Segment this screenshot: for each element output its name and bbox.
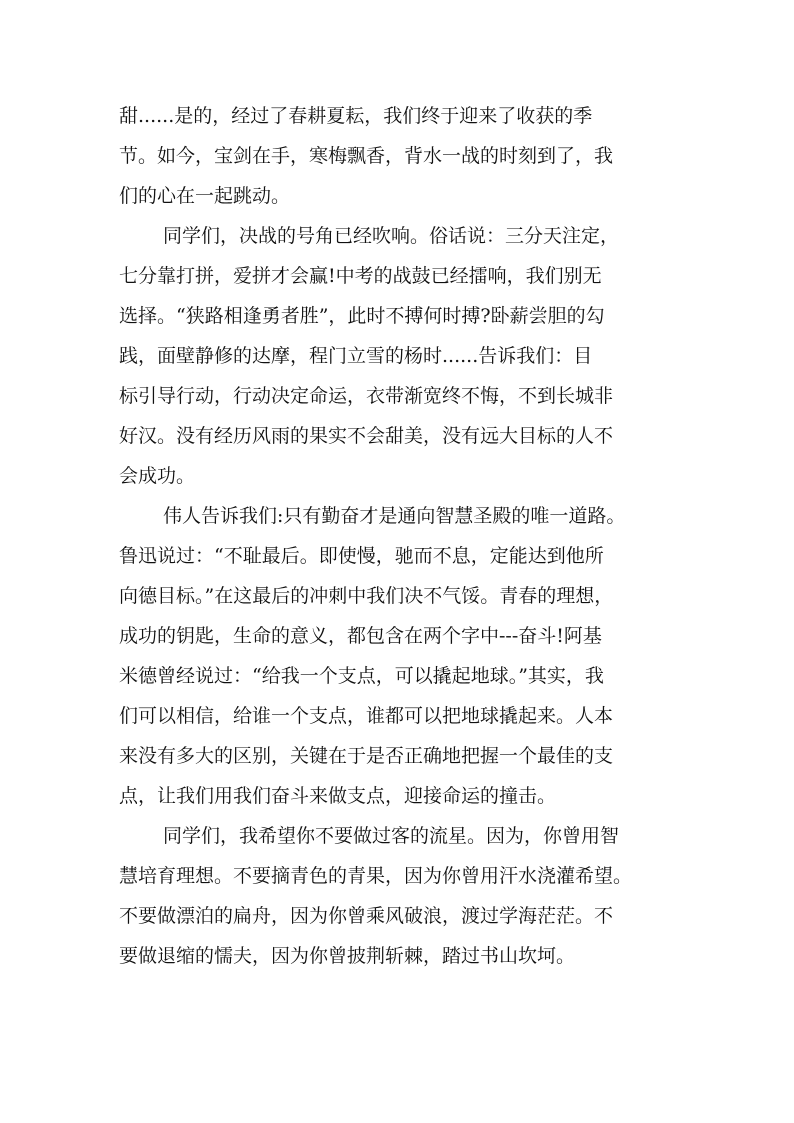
text-line: 们的心在一起跳动。 [119,185,291,207]
text-line: 甜......是的，经过了春耕夏耘，我们终于迎来了收获的季 [119,105,593,127]
text-line: 向德目标。”在这最后的冲刺中我们决不气馁。青春的理想， [119,585,614,607]
text-line: 点，让我们用我们奋斗来做支点，迎接命运的撞击。 [119,785,557,807]
text-line: 七分靠打拼，爱拼才会赢!中考的战鼓已经擂响，我们别无 [119,265,602,287]
text-line: 同学们，我希望你不要做过客的流星。因为，你曾用智 [163,825,620,847]
document-body [119,96,679,976]
text-line: 们可以相信，给谁一个支点，谁都可以把地球撬起来。人本 [119,705,614,727]
text-line: 会成功。 [119,465,196,487]
text-line: 慧培育理想。不要摘青色的青果，因为你曾用汗水浇灌希望。 [119,865,633,887]
text-line: 同学们，决战的号角已经吹响。俗话说：三分天注定， [163,225,620,247]
text-line: 米德曾经说过：“给我一个支点，可以撬起地球。”其实，我 [119,665,604,687]
text-line: 好汉。没有经历风雨的果实不会甜美，没有远大目标的人不 [119,425,614,447]
text-line: 节。如今，宝剑在手，寒梅飘香，背水一战的时刻到了，我 [119,145,614,167]
text-line: 选择。“狭路相逢勇者胜”，此时不搏何时搏?卧薪尝胆的勾 [119,305,605,327]
text-line: 要做退缩的懦夫，因为你曾披荆斩棘，踏过书山坎坷。 [119,945,576,967]
text-line: 标引导行动，行动决定命运，衣带渐宽终不悔，不到长城非 [119,385,614,407]
text-line: 鲁迅说过：“不耻最后。即使慢，驰而不息，定能达到他所 [119,545,604,567]
text-line: 不要做漂泊的扁舟，因为你曾乘风破浪，渡过学海茫茫。不 [119,905,614,927]
paragraph-3 [119,496,679,816]
text-line: 成功的钥匙，生命的意义，都包含在两个字中---奋斗!阿基 [119,625,602,647]
text-line: 践，面壁静修的达摩，程门立雪的杨时......告诉我们：目 [119,345,593,367]
text-line: 来没有多大的区别，关键在于是否正确地把握一个最佳的支 [119,745,614,767]
paragraph-4 [119,816,679,976]
paragraph-2 [119,216,679,496]
text-line: 伟人告诉我们:只有勤奋才是通向智慧圣殿的唯一道路。 [163,505,626,527]
paragraph-1 [119,96,679,216]
